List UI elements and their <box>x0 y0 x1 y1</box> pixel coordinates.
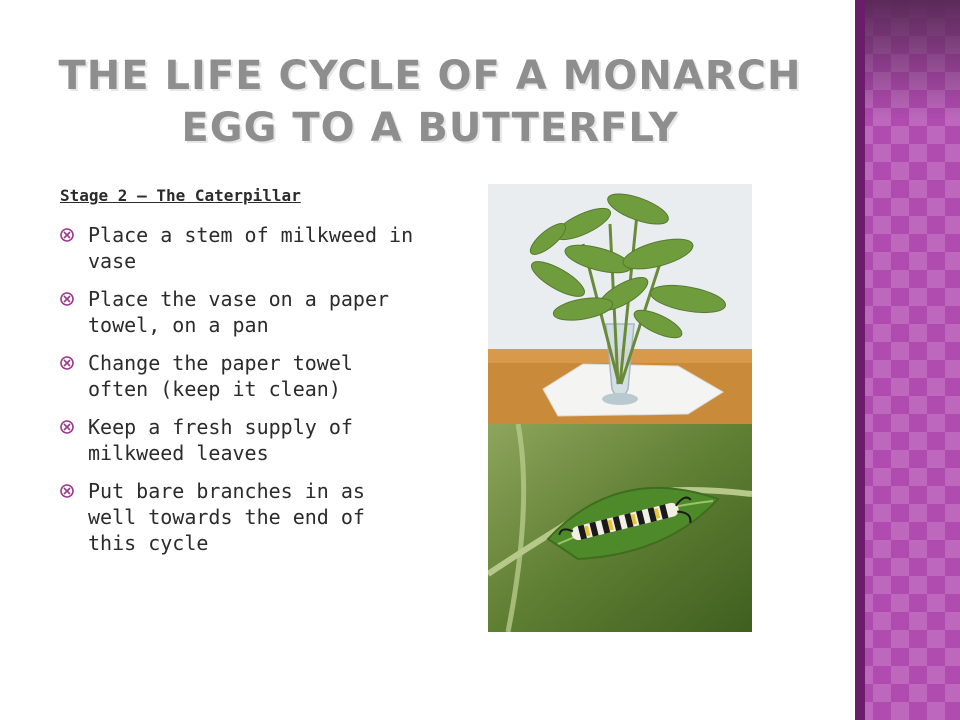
circle-cross-icon <box>60 292 74 306</box>
title-line-2: EGG TO A BUTTERFLY <box>181 105 679 151</box>
bullet-item <box>58 414 418 466</box>
stage-subheading: Stage 2 – The Caterpillar <box>60 186 301 205</box>
bullet-text: Place the vase on a paper towel, on a pan <box>88 287 390 337</box>
title-line-1: THE LIFE CYCLE OF A MONARCH <box>58 53 802 99</box>
bullet-item <box>58 286 418 338</box>
circle-cross-icon <box>60 420 74 434</box>
bullet-list <box>58 222 418 568</box>
bullet-item <box>58 350 418 402</box>
bullet-text: Change the paper towel often (keep it clean) <box>88 351 353 401</box>
decorative-side-band-edge <box>855 0 865 720</box>
slide-title <box>40 50 820 154</box>
monarch-caterpillar-photo <box>488 424 752 632</box>
bullet-item <box>58 478 418 556</box>
bullet-text: Place a stem of milkweed in vase <box>88 223 414 273</box>
milkweed-vase-photo <box>488 184 752 424</box>
circle-cross-icon <box>60 484 74 498</box>
bullet-text: Put bare branches in as well towards the end of this cycle <box>88 479 365 555</box>
bullet-item <box>58 222 418 274</box>
circle-cross-icon <box>60 228 74 242</box>
bullet-text: Keep a fresh supply of milkweed leaves <box>88 415 353 465</box>
circle-cross-icon <box>60 356 74 370</box>
decorative-side-band-shade <box>855 0 960 120</box>
